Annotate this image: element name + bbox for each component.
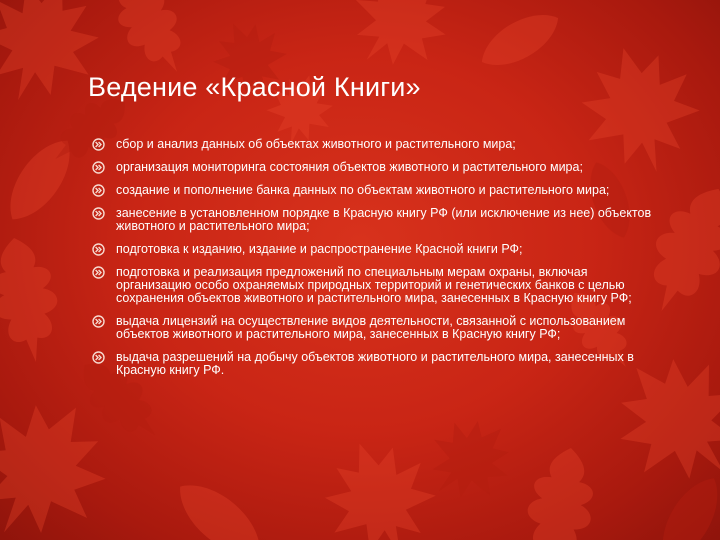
list-item-text: сбор и анализ данных об объектах животного и растительного мира; <box>116 137 516 151</box>
list-item-text: организация мониторинга состояния объектов животного и растительного мира; <box>116 160 583 174</box>
list-item <box>92 207 652 233</box>
list-item <box>92 266 652 305</box>
list-item <box>92 184 652 197</box>
bullet-list-container <box>92 138 652 387</box>
list-item-text: занесение в установленном порядке в Красную книгу РФ (или исключение из нее) объектов животного и растительного мира; <box>116 206 652 233</box>
double-chevron-right-icon <box>92 184 105 197</box>
list-item <box>92 243 652 256</box>
bullet-list <box>92 138 652 377</box>
slide-title: Ведение «Красной Книги» <box>88 72 421 102</box>
double-chevron-right-icon <box>92 138 105 151</box>
list-item-text: подготовка и реализация предложений по специальным мерам охраны, включая организацию особо охраняемых природных территорий и генетических банков с целью сохранения объектов животного и растительного мира, занесенных в Красную книгу РФ; <box>116 265 632 305</box>
double-chevron-right-icon <box>92 243 105 256</box>
list-item-text: выдача лицензий на осуществление видов деятельности, связанной с использованием объектов животного и растительного мира, занесенных в Красную книгу РФ; <box>116 314 626 341</box>
list-item <box>92 351 652 377</box>
list-item-text: выдача разрешений на добычу объектов животного и растительного мира, занесенных в Красную книгу РФ. <box>116 350 634 377</box>
list-item <box>92 138 652 151</box>
double-chevron-right-icon <box>92 351 105 364</box>
list-item <box>92 315 652 341</box>
list-item <box>92 161 652 174</box>
double-chevron-right-icon <box>92 315 105 328</box>
double-chevron-right-icon <box>92 266 105 279</box>
list-item-text: подготовка к изданию, издание и распространение Красной книги РФ; <box>116 242 523 256</box>
list-item-text: создание и пополнение банка данных по объектам животного и растительного мира; <box>116 183 610 197</box>
double-chevron-right-icon <box>92 207 105 220</box>
double-chevron-right-icon <box>92 161 105 174</box>
